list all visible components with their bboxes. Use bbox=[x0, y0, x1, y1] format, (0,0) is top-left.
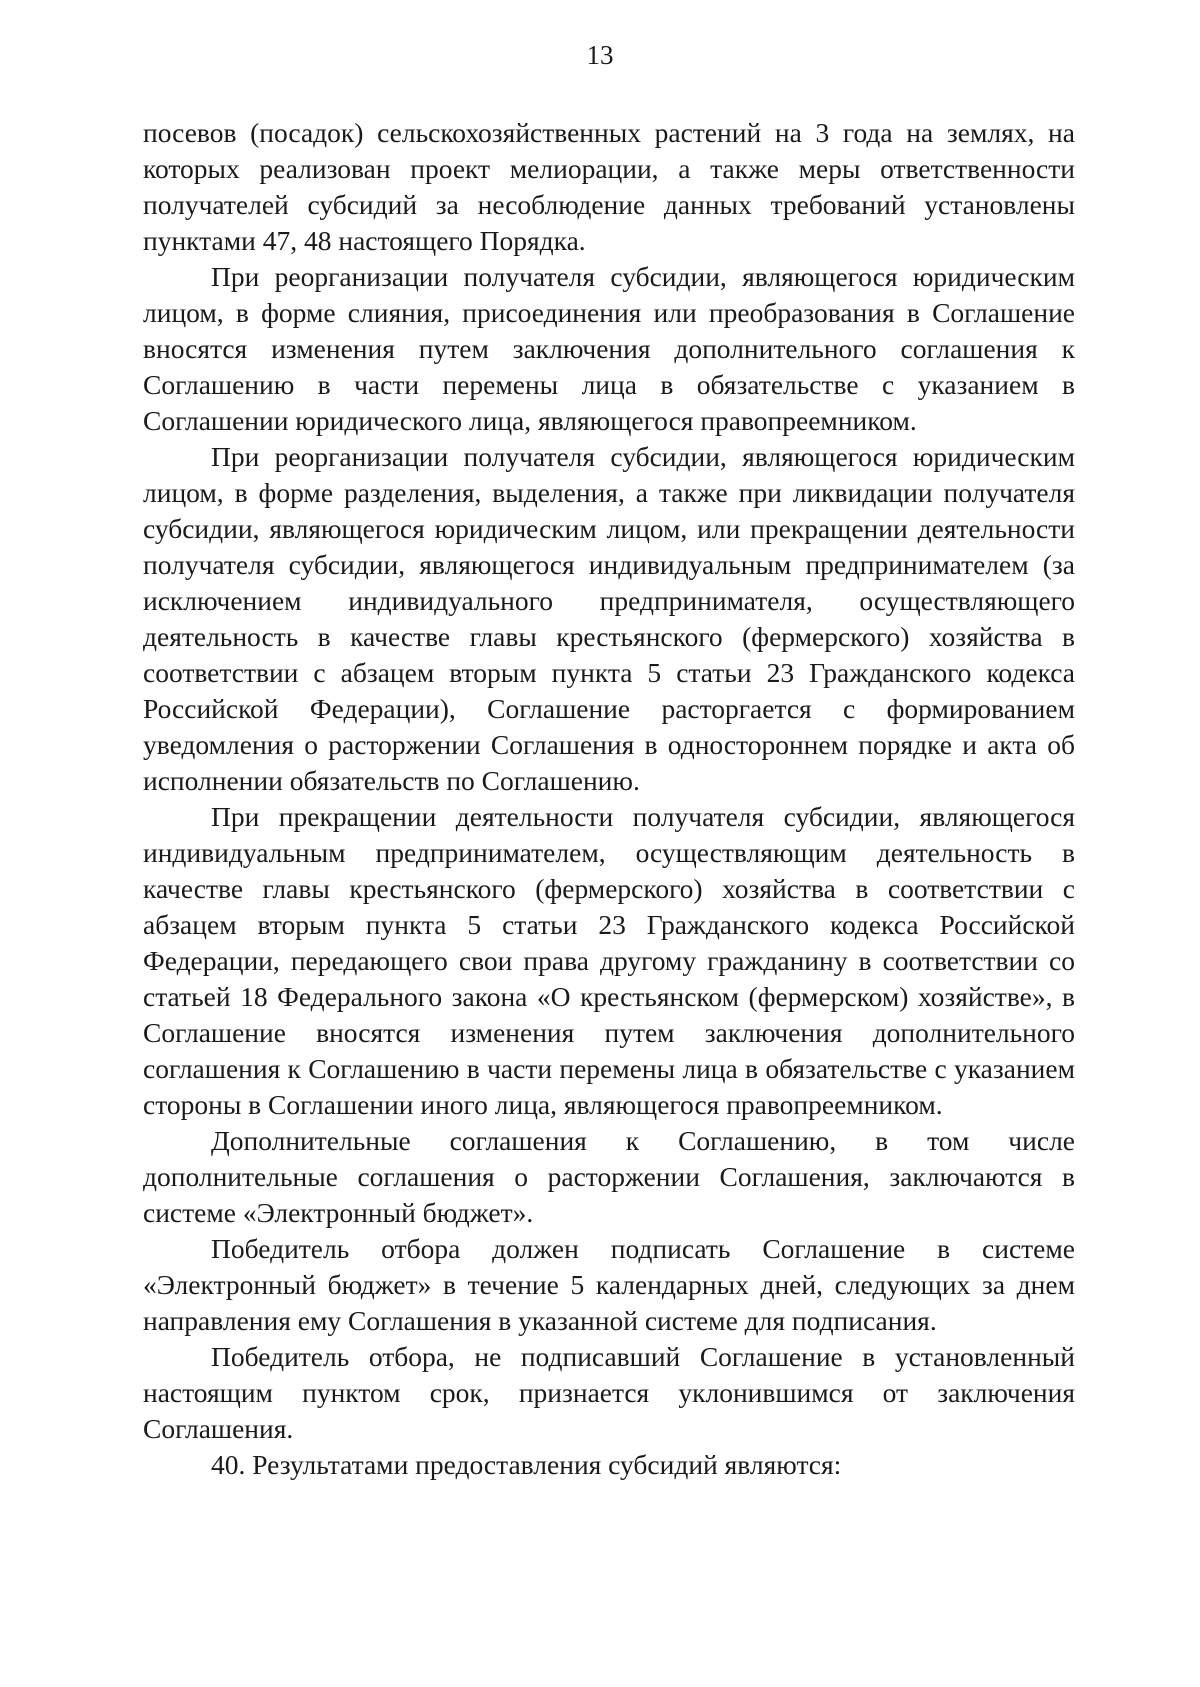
paragraph-reorganization-merger: При реорганизации получателя субсидии, являющегося юридическим лицом, в форме слияния, присоединения или преобразования в Соглашение вносятся изменения путем заключения дополнительного соглашения к Соглашению в части перемены лица в обязательстве с указанием в Соглашении юридического лица, являющегося правопреемником. bbox=[143, 261, 1075, 436]
paragraph-reorganization-division: При реорганизации получателя субсидии, являющегося юридическим лицом, в форме разделения, выделения, а также при ликвидации получателя субсидии, являющегося юридическим лицом, или прекращении деятельности получателя субсидии, являющегося индивидуальным предпринимателем (за исключением индивидуального предпринимателя, осуществляющего деятельность в качестве главы крестьянского (фермерского) хозяйства в соответствии с абзацем вторым пункта 5 статьи 23 Гражданского кодекса Российской Федерации), Соглашение расторгается с формированием уведомления о расторжении Соглашения в одностороннем порядке и акта об исполнении обязательств по Соглашению. bbox=[143, 441, 1075, 796]
paragraph-item-40: 40. Результатами предоставления субсидий являются: bbox=[211, 1449, 842, 1480]
page-number: 13 bbox=[586, 40, 614, 70]
paragraph-winner-sign: Победитель отбора должен подписать Соглашение в системе «Электронный бюджет» в течение 5 календарных дней, следующих за днем направления ему Соглашения в указанной системе для подписания. bbox=[143, 1233, 1075, 1336]
paragraph-winner-evaded: Победитель отбора, не подписавший Соглашение в установленный настоящим пунктом срок, признается уклонившимся от заключения Соглашения. bbox=[143, 1341, 1075, 1444]
paragraph-continuation: посевов (посадок) сельскохозяйственных растений на 3 года на землях, на которых реализован проект мелиорации, а также меры ответственности получателей субсидий за несоблюдение данных требований установлены пунктами 47, 48 настоящего Порядка. bbox=[143, 117, 1075, 256]
paragraph-farm-head-termination: При прекращении деятельности получателя субсидии, являющегося индивидуальным предпринимателем, осуществляющим деятельность в качестве главы крестьянского (фермерского) хозяйства в соответствии с абзацем вторым пункта 5 статьи 23 Гражданского кодекса Российской Федерации, передающего свои права другому гражданину в соответствии со статьей 18 Федерального закона «О крестьянском (фермерском) хозяйстве», в Соглашение вносятся изменения путем заключения дополнительного соглашения к Соглашению в части перемены лица в обязательстве с указанием стороны в Соглашении иного лица, являющегося правопреемником. bbox=[143, 801, 1075, 1120]
document-body bbox=[143, 115, 1075, 1483]
paragraph-additional-agreements: Дополнительные соглашения к Соглашению, в том числе дополнительные соглашения о расторжении Соглашения, заключаются в системе «Электронный бюджет». bbox=[143, 1125, 1075, 1228]
